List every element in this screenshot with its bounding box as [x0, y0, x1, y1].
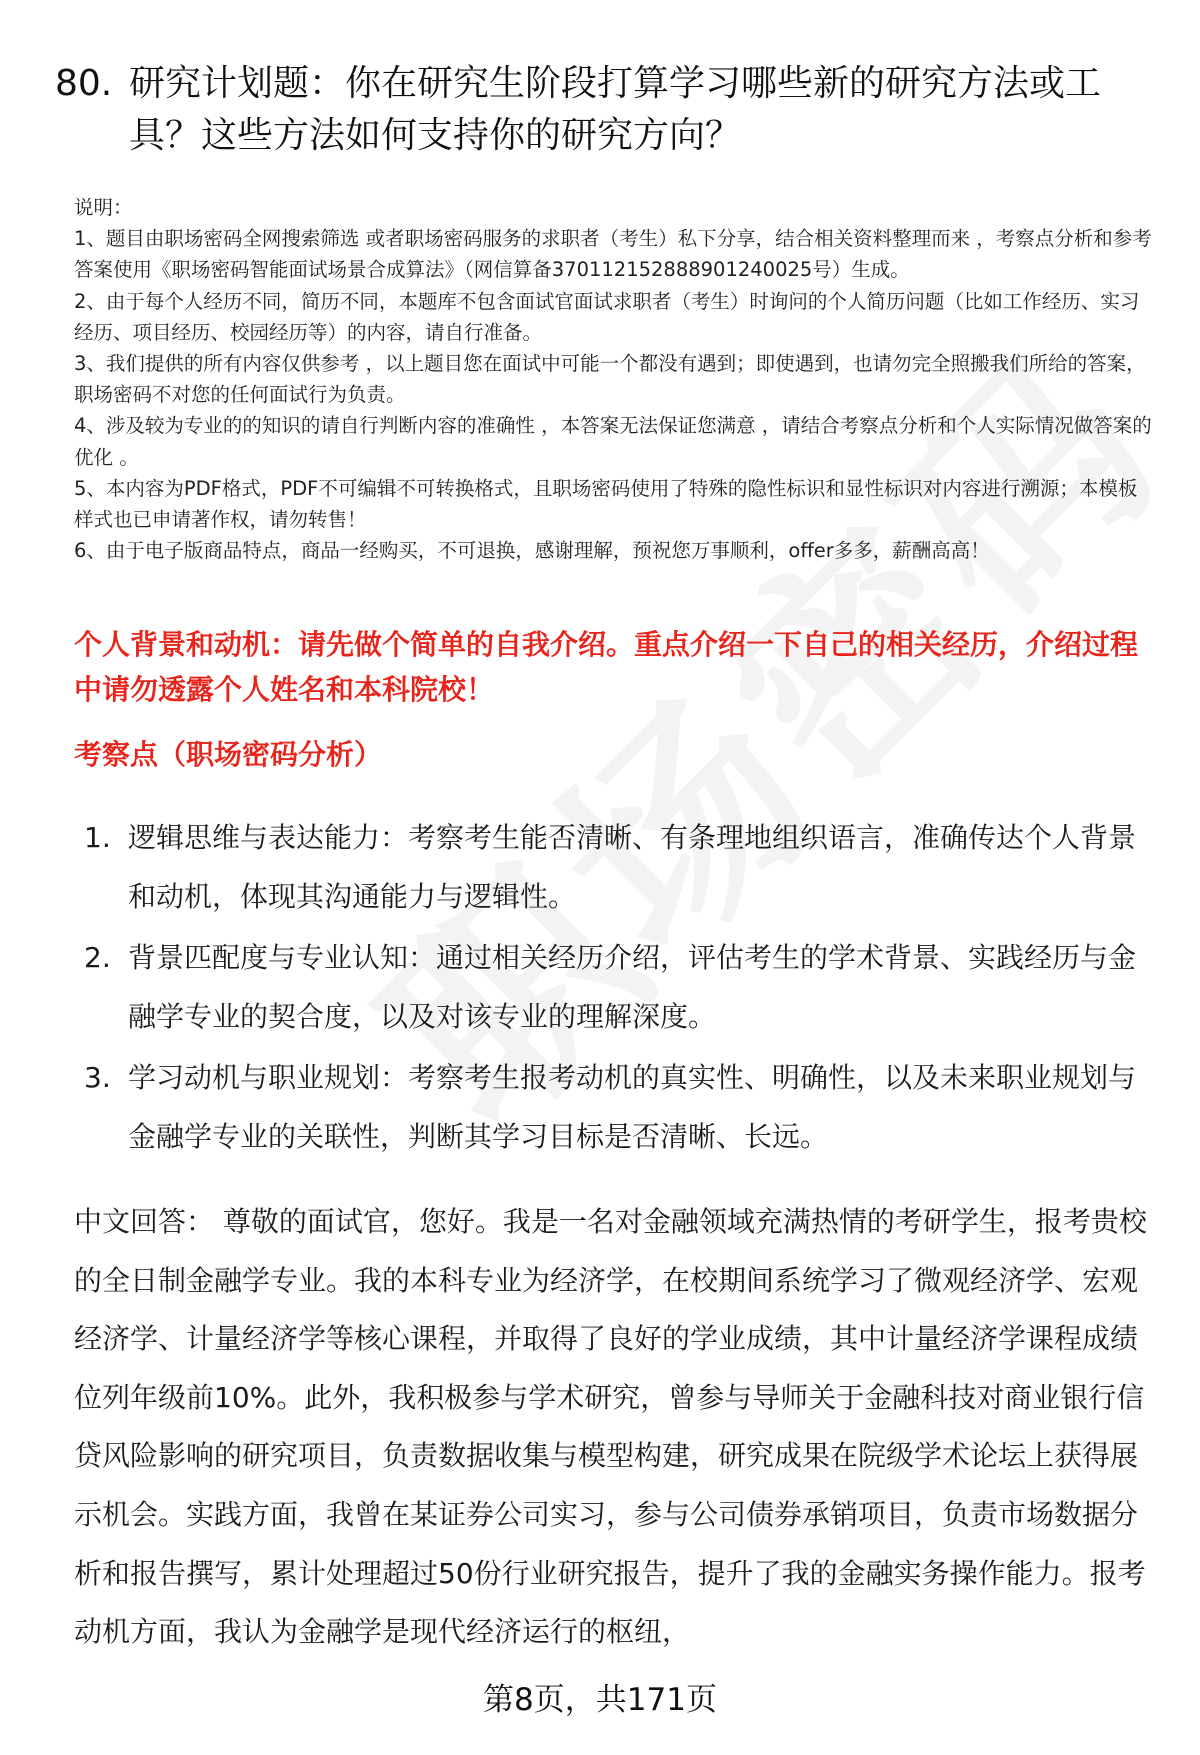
notes-heading: 说明： — [74, 196, 133, 219]
page-footer: 第8页，共171页 — [483, 1682, 717, 1718]
note-item: 6、由于电子版商品特点，商品一经购买，不可退换，感谢理解，预祝您万事顺利，offer多多，薪酬高高！ — [74, 539, 990, 563]
note-item: 4、涉及较为专业的的知识的请自行判断内容的准确性 ，本答案无法保证您满意 ，请结合考察点分析和个人实际情况做答案的优化 。 — [74, 414, 1152, 469]
answer-text: 尊敬的面试官，您好。我是一名对金融领域充满热情的考研学生，报考贵校的全日制金融学专业。我的本科专业为经济学，在校期间系统学习了微观经济学、宏观经济学、计量经济学等核心课程，并取得了良好的学业成绩，其中计量经济学课程成绩位列年级前10%。此外，我积极参与学术研究，曾参与导师关于金融科技对商业银行信贷风险影响的研究项目，负责数据收集与模型构建，研究成果在院级学术论坛上获得展示机会。实践方面，我曾在某证券公司实习，参与公司债券承销项目，负责市场数据分析和报告撰写，累计处理超过50份行业研究报告，提升了我的金融实务操作能力。报考动机方面，我认为金融学是现代经济运行的枢纽， — [74, 1205, 1147, 1649]
question-title — [55, 58, 1145, 162]
note-item: 5、本内容为PDF格式，PDF不可编辑不可转换格式，且职场密码使用了特殊的隐性标识和显性标识对内容进行溯源；本模板样式也已申请著作权，请勿转售！ — [74, 476, 1138, 532]
answer-block — [74, 1193, 1154, 1662]
note-item: 1、题目由职场密码全网搜索筛选 或者职场密码服务的求职者（考生）私下分享，结合相关资料整理而来 ，考察点分析和参考答案使用《职场密码智能面试场景合成算法》（网信算备370112152888901240025号）生成。 — [74, 227, 1152, 282]
point-text: 逻辑思维与表达能力：考察考生能否清晰、有条理地组织语言，准确传达个人背景和动机，体现其沟通能力与逻辑性。 — [128, 821, 1137, 913]
question-text: 研究计划题：你在研究生阶段打算学习哪些新的研究方法或工具？这些方法如何支持你的研究方向？ — [129, 63, 1102, 156]
point-number: 3. — [84, 1061, 111, 1094]
question-number: 80. — [55, 63, 113, 104]
point-text: 背景匹配度与专业认知：通过相关经历介绍，评估考生的学术背景、实践经历与金融学专业的契合度，以及对该专业的理解深度。 — [128, 941, 1137, 1033]
points-heading: 考察点（职场密码分析） — [74, 738, 383, 771]
notes-block — [74, 192, 1154, 566]
note-item: 2、由于每个人经历不同，简历不同，本题库不包含面试官面试求职者（考生）时询问的个人简历问题（比如工作经历、实习经历、项目经历、校园经历等）的内容，请自行准备。 — [74, 289, 1140, 344]
point-number: 1. — [84, 821, 111, 854]
point-item — [84, 1048, 1154, 1166]
note-item: 3、我们提供的所有内容仅供参考 ，以上题目您在面试中可能一个都没有遇到；即使遇到，也请勿完全照搬我们所给的答案，职场密码不对您的任何面试行为负责。 — [74, 352, 1146, 407]
answer-label: 中文回答： — [74, 1205, 215, 1238]
point-item — [84, 928, 1154, 1046]
point-text: 学习动机与职业规划：考察考生报考动机的真实性、明确性，以及未来职业规划与金融学专业的关联性，判断其学习目标是否清晰、长远。 — [128, 1061, 1137, 1153]
points-list — [84, 808, 1154, 1168]
point-item — [84, 808, 1154, 926]
point-number: 2. — [84, 941, 111, 974]
section-heading: 个人背景和动机：请先做个简单的自我介绍。重点介绍一下自己的相关经历，介绍过程中请勿透露个人姓名和本科院校！ — [74, 628, 1139, 706]
